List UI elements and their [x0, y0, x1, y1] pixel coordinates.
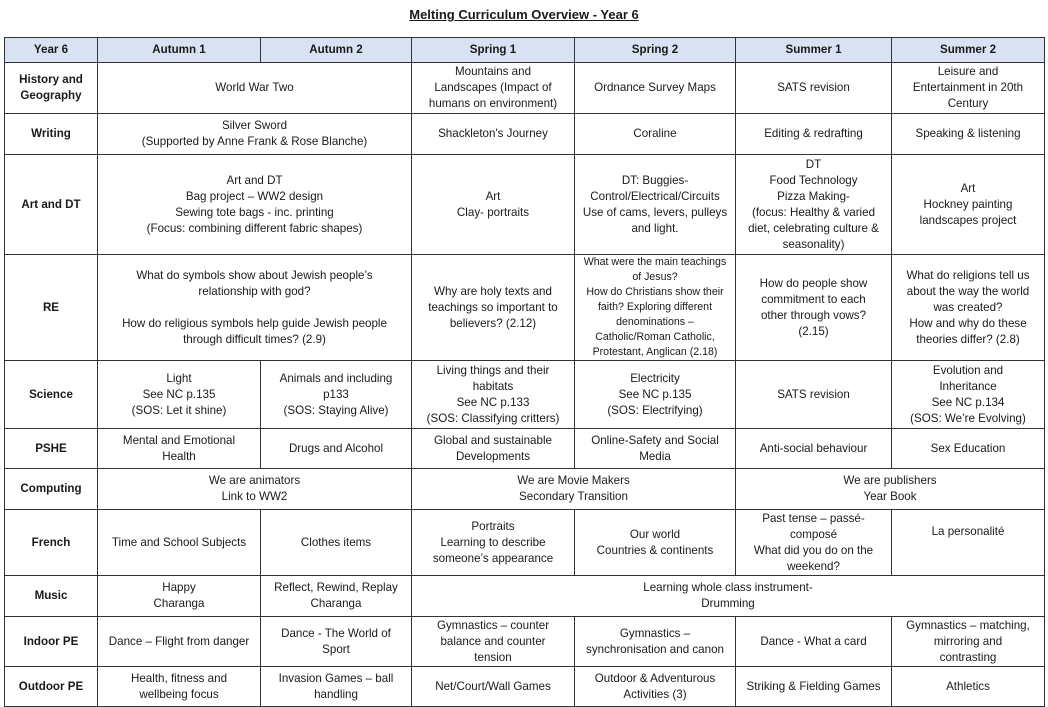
table-cell — [736, 617, 892, 667]
cell-line: balance and counter — [440, 634, 546, 648]
cell-line: teachings so important to — [428, 300, 558, 314]
cell-line: Charanga — [310, 597, 362, 610]
cell-line: See NC p.133 — [456, 395, 530, 409]
header-row — [5, 38, 1045, 63]
cell-line: Animals and including — [279, 371, 393, 385]
cell-line: (SOS: We’re Evolving) — [910, 411, 1026, 425]
cell-line: Inheritance — [939, 379, 997, 393]
table-row — [5, 155, 1045, 255]
table-cell — [892, 361, 1045, 429]
cell-line: Computing — [20, 482, 82, 495]
cell-line: Shackleton's Journey — [438, 127, 548, 140]
cell-line: Our world — [629, 527, 681, 541]
header-cell: Summer 1 — [736, 38, 892, 63]
header-cell: Year 6 — [5, 38, 98, 63]
cell-line: about the way the world — [906, 284, 1030, 298]
cell-line: What did you do on the — [753, 543, 874, 557]
header-cell: Spring 2 — [575, 38, 736, 63]
table-cell — [412, 429, 575, 469]
cell-line: Link to WW2 — [221, 490, 288, 503]
table-cell — [736, 667, 892, 707]
table-cell — [98, 361, 261, 429]
cell-line: Charanga — [153, 597, 205, 610]
cell-line: (SOS: Staying Alive) — [283, 403, 389, 417]
table-row — [5, 617, 1045, 667]
cell-line: Art and DT — [21, 197, 81, 211]
table-cell — [261, 510, 412, 576]
cell-line: Catholic/Roman Catholic, — [595, 331, 715, 343]
cell-line: of Jesus? — [632, 271, 678, 283]
cell-line: (SOS: Electrifying) — [607, 403, 703, 417]
cell-line: See NC p.134 — [931, 395, 1005, 409]
cell-line: (SOS: Classifying critters) — [426, 411, 560, 425]
table-cell — [892, 155, 1045, 255]
cell-line: Control/Electrical/Circuits — [590, 189, 720, 203]
cell-line: seasonality) — [782, 237, 845, 251]
row-label — [5, 155, 98, 255]
cell-line: Media — [639, 449, 671, 463]
table-row — [5, 429, 1045, 469]
header-cell: Autumn 1 — [98, 38, 261, 63]
cell-line: relationship with god? — [198, 284, 311, 298]
cell-line: Ordnance Survey Maps — [594, 81, 716, 94]
cell-line: How and why do these — [909, 316, 1027, 330]
header-cell: Autumn 2 — [261, 38, 412, 63]
cell-line: Drugs and Alcohol — [288, 441, 384, 455]
cell-line: La personalité — [931, 525, 1005, 538]
cell-line: How do religious symbols help guide Jewish people — [122, 316, 387, 330]
cell-line: Gymnastics – counter — [436, 618, 550, 632]
cell-line: (Focus: combining different fabric shapes) — [146, 221, 363, 235]
table-cell — [261, 361, 412, 429]
cell-line: Century — [947, 97, 989, 110]
table-cell — [412, 510, 575, 576]
cell-line: Sex Education — [930, 441, 1006, 455]
cell-line: weekend? — [787, 559, 840, 573]
cell-line: Bag project – WW2 design — [185, 189, 324, 203]
table-row — [5, 255, 1045, 361]
cell-line: Sewing tote bags - inc. printing — [175, 205, 334, 219]
row-label — [5, 429, 98, 469]
cell-line: Writing — [31, 127, 71, 140]
cell-line: SATS revision — [777, 387, 850, 401]
cell-line: DT: Buggies- — [621, 173, 689, 187]
table-cell — [892, 617, 1045, 667]
table-cell — [892, 667, 1045, 707]
cell-line: Health, fitness and — [130, 671, 228, 685]
re-question-2 — [100, 316, 409, 348]
cell-line: Mountains and — [454, 65, 532, 78]
cell-line: PSHE — [35, 441, 67, 455]
cell-line: commitment to each — [761, 292, 866, 306]
cell-line: landscapes project — [919, 213, 1017, 227]
cell-line: Dance – Flight from danger — [108, 634, 250, 648]
table-cell — [575, 114, 736, 155]
cell-line: See NC p.135 — [142, 387, 216, 401]
table-cell — [575, 63, 736, 114]
table-cell — [412, 667, 575, 707]
row-label — [5, 510, 98, 576]
cell-line: Indoor PE — [23, 634, 79, 648]
table-cell — [736, 114, 892, 155]
table-cell — [98, 155, 412, 255]
table-row — [5, 469, 1045, 510]
cell-line: faith? Exploring different — [597, 301, 713, 313]
table-row — [5, 510, 1045, 576]
cell-line: Outdoor & Adventurous — [594, 671, 716, 685]
row-label — [5, 576, 98, 617]
cell-line: History and — [19, 73, 83, 86]
table-cell — [736, 63, 892, 114]
cell-line: Net/Court/Wall Games — [435, 679, 551, 693]
cell-line: Art — [485, 189, 501, 203]
cell-line: humans on environment) — [428, 97, 558, 110]
table-cell — [412, 114, 575, 155]
table-cell — [575, 155, 736, 255]
cell-line: What do symbols show about Jewish people’s — [136, 268, 373, 282]
cell-line: Coraline — [633, 127, 677, 140]
cell-line: Learning to describe — [440, 535, 546, 549]
row-label — [5, 667, 98, 707]
table-cell — [412, 576, 1045, 617]
cell-line: Athletics — [946, 679, 990, 693]
table-row — [5, 114, 1045, 155]
table-cell — [412, 255, 575, 361]
table-cell — [412, 63, 575, 114]
table-cell — [736, 469, 1045, 510]
row-label — [5, 617, 98, 667]
cell-line: theories differ? (2.8) — [916, 332, 1020, 346]
cell-line: How do Christians show their — [586, 286, 724, 298]
cell-line: Striking & Fielding Games — [746, 679, 881, 693]
table-cell — [575, 361, 736, 429]
cell-line: We are animators — [208, 474, 301, 487]
cell-line: See NC p.135 — [618, 387, 692, 401]
cell-line: wellbeing focus — [139, 687, 219, 701]
table-cell — [892, 429, 1045, 469]
cell-line: p133 — [323, 387, 349, 401]
table-cell — [892, 255, 1045, 361]
cell-line: Countries & continents — [596, 543, 714, 557]
header-cell: Spring 1 — [412, 38, 575, 63]
cell-line: through difficult times? (2.9) — [183, 332, 326, 346]
cell-line: (2.15) — [798, 324, 829, 338]
table-cell — [736, 361, 892, 429]
cell-line: Electricity — [630, 371, 680, 385]
row-label — [5, 114, 98, 155]
table-row — [5, 576, 1045, 617]
cell-line: other through vows? — [760, 308, 867, 322]
cell-line: (Supported by Anne Frank & Rose Blanche) — [141, 135, 368, 148]
row-label — [5, 469, 98, 510]
table-cell — [575, 667, 736, 707]
cell-line: How do people show — [759, 276, 868, 290]
table-cell — [892, 63, 1045, 114]
cell-line: Time and School Subjects — [111, 535, 247, 549]
cell-line: Activities (3) — [623, 687, 687, 701]
table-cell — [575, 617, 736, 667]
header-cell: Summer 2 — [892, 38, 1045, 63]
cell-line: composé — [789, 527, 838, 541]
table-cell — [736, 510, 892, 576]
cell-line: French — [31, 535, 71, 549]
row-label — [5, 361, 98, 429]
cell-line: synchronisation and canon — [586, 642, 724, 656]
table-cell — [892, 114, 1045, 155]
cell-line: SATS revision — [777, 81, 850, 94]
cell-line: DT — [805, 157, 822, 171]
cell-line: Drumming — [701, 597, 755, 610]
cell-line: believers? (2.12) — [449, 316, 537, 330]
cell-line: Speaking & listening — [915, 127, 1021, 140]
cell-line: Geography — [20, 89, 82, 102]
cell-line: Art — [960, 181, 976, 195]
table-cell — [98, 617, 261, 667]
cell-line: Mental and Emotional — [122, 433, 236, 447]
table-cell — [261, 617, 412, 667]
cell-line: Silver Sword — [221, 119, 288, 132]
cell-line: denominations – — [616, 316, 694, 328]
cell-line: Hockney painting — [923, 197, 1013, 211]
cell-line: Developments — [455, 449, 531, 463]
table-cell — [412, 617, 575, 667]
table-cell — [261, 429, 412, 469]
table-cell — [736, 155, 892, 255]
cell-line: was created? — [933, 300, 1003, 314]
cell-line: Food Technology — [769, 173, 858, 187]
cell-line: Clothes items — [300, 535, 372, 549]
cell-line: Why are holy texts and — [434, 284, 552, 298]
cell-line: Editing & redrafting — [764, 127, 863, 140]
cell-line: Gymnastics – — [619, 626, 691, 640]
cell-line: Happy — [162, 581, 196, 594]
cell-line: (focus: Healthy & varied — [751, 205, 876, 219]
table-row — [5, 63, 1045, 114]
table-cell — [98, 255, 412, 361]
table-cell — [892, 510, 1045, 576]
cell-line: Portraits — [471, 519, 515, 533]
cell-line: (SOS: Let it shine) — [131, 403, 227, 417]
cell-line: What do religions tell us — [906, 268, 1030, 282]
cell-line: Global and sustainable — [434, 433, 552, 447]
row-label — [5, 63, 98, 114]
table-cell — [98, 576, 261, 617]
re-question-1 — [100, 268, 409, 300]
table-cell — [736, 429, 892, 469]
table-cell — [412, 155, 575, 255]
table-cell — [261, 667, 412, 707]
table-cell — [98, 469, 412, 510]
cell-line: Anti-social behaviour — [759, 441, 868, 455]
cell-line: Reflect, Rewind, Replay — [274, 581, 398, 594]
cell-line: We are Movie Makers — [517, 474, 630, 487]
cell-line: Past tense – passé- — [762, 511, 865, 525]
cell-line: What were the main teachings — [583, 256, 727, 268]
cell-line: Use of cams, levers, pulleys — [582, 205, 728, 219]
table-cell — [98, 63, 412, 114]
table-cell — [261, 576, 412, 617]
table-cell — [412, 469, 736, 510]
cell-line: Invasion Games – ball — [278, 671, 394, 685]
cell-line: We are publishers — [843, 474, 937, 487]
cell-line: Pizza Making- — [777, 189, 850, 203]
cell-line: Entertainment in 20th — [912, 81, 1024, 94]
cell-line: someone’s appearance — [432, 551, 554, 565]
table-cell — [98, 429, 261, 469]
table-cell — [98, 510, 261, 576]
page-title: Melting Curriculum Overview - Year 6 — [409, 7, 639, 22]
cell-line: Secondary Transition — [519, 490, 628, 503]
cell-line: Music — [34, 589, 68, 602]
cell-line: diet, celebrating culture & — [748, 221, 879, 235]
cell-line: Outdoor PE — [18, 679, 84, 693]
table-cell — [412, 361, 575, 429]
cell-line: Dance - What a card — [760, 634, 867, 648]
cell-line: handling — [314, 687, 358, 701]
cell-line: Health — [162, 449, 196, 463]
cell-line: World War Two — [215, 81, 294, 94]
cell-line: Sport — [322, 642, 350, 656]
table-cell — [575, 510, 736, 576]
cell-line: tension — [474, 650, 512, 664]
table-cell — [575, 255, 736, 361]
cell-line: Landscapes (Impact of — [434, 81, 552, 94]
cell-line: Clay- portraits — [456, 205, 530, 219]
cell-line: Online-Safety and Social — [591, 433, 719, 447]
cell-line: habitats — [472, 379, 514, 393]
table-cell — [98, 667, 261, 707]
table-cell — [98, 114, 412, 155]
row-label — [5, 255, 98, 361]
cell-line: and light. — [631, 221, 679, 235]
curriculum-table — [4, 37, 1045, 707]
cell-line: Leisure and — [937, 65, 999, 78]
cell-line: Art and DT — [226, 173, 283, 187]
cell-line: Science — [29, 387, 73, 401]
table-row — [5, 361, 1045, 429]
table-row — [5, 667, 1045, 707]
table-cell — [736, 255, 892, 361]
cell-line: Protestant, Anglican (2.18) — [592, 346, 718, 358]
cell-line: Gymnastics – matching, — [906, 618, 1030, 632]
cell-line: mirroring and — [933, 634, 1003, 648]
cell-line: Living things and their — [436, 363, 550, 377]
cell-line: contrasting — [939, 650, 997, 664]
cell-line: Evolution and — [932, 363, 1004, 377]
cell-line: Light — [166, 371, 192, 385]
cell-line: Dance - The World of — [281, 626, 391, 640]
cell-line: Year Book — [863, 490, 917, 503]
cell-line: RE — [42, 300, 60, 314]
table-cell — [575, 429, 736, 469]
cell-line: Learning whole class instrument- — [643, 581, 813, 594]
